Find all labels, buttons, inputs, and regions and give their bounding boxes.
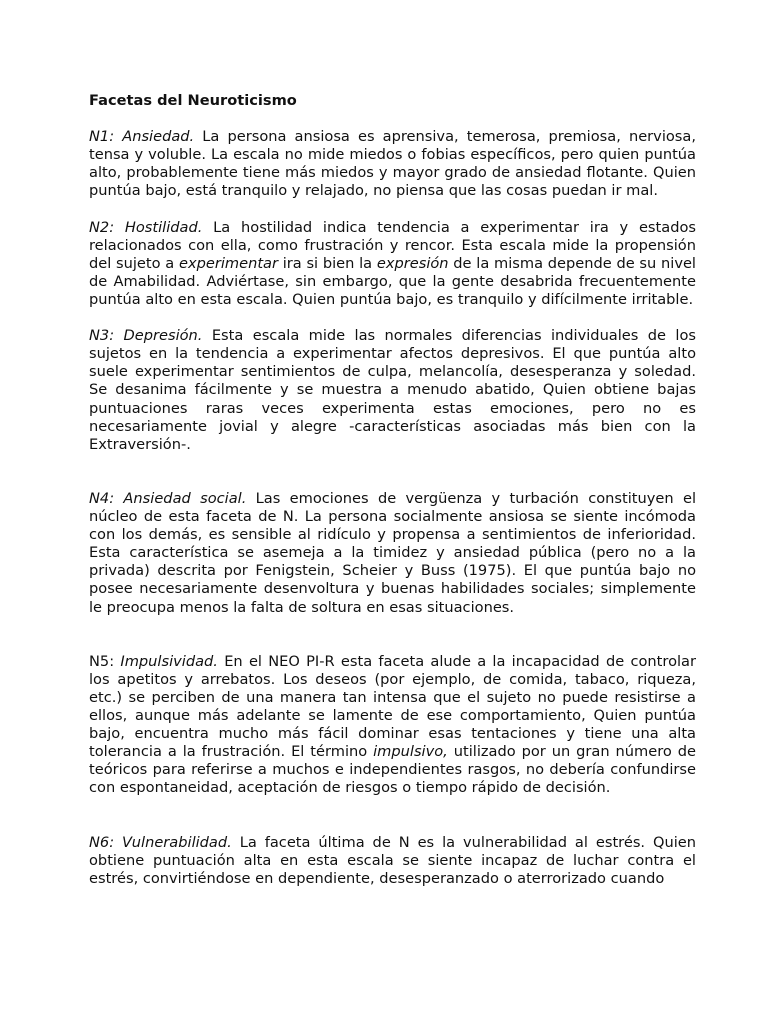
- facet-n5-italic-impulsivo: impulsivo,: [373, 743, 448, 761]
- facet-n3-label: N3: Depresión.: [89, 327, 203, 345]
- facet-n5-label-prefix: N5:: [89, 652, 121, 670]
- facet-n3-paragraph: [89, 327, 696, 454]
- facet-n5-text-2: utilizado por un gran número de teóricos para referirse a muchos e independientes rasgos, no debería confundirse con espontaneidad, aceptación de riesgos o tiempo rápido de decisión.: [89, 743, 696, 797]
- document-title: Facetas del Neuroticismo: [89, 92, 297, 109]
- paragraph-spacer: [89, 309, 696, 327]
- facet-n6-text: La faceta última de N es la vulnerabilidad al estrés. Quien obtiene puntuación alta en esta escala se siente incapaz de luchar contra el estrés, convirtiéndose en dependiente, desesperanzado o aterrorizado cuando: [89, 833, 696, 887]
- paragraph-spacer: [89, 454, 696, 490]
- facet-n2-text-2: ira si bien la: [278, 254, 377, 272]
- document-page: [89, 92, 696, 888]
- facet-n1-paragraph: [89, 128, 696, 200]
- facet-n2-paragraph: [89, 219, 696, 309]
- facet-n5-paragraph: [89, 653, 696, 798]
- facet-n1-label: N1: Ansiedad.: [89, 128, 195, 146]
- facet-n2-text-1: La hostilidad indica tendencia a experimentar ira y estados relacionados con ella, como frustración y rencor. Esta escala mide la propensión del sujeto a: [89, 218, 696, 272]
- facet-n4-paragraph: [89, 490, 696, 617]
- facet-n6-paragraph: [89, 834, 696, 888]
- facet-n2-italic-experimentar: experimentar: [178, 254, 278, 272]
- facet-n4-label: N4: Ansiedad social.: [89, 489, 247, 507]
- facet-n2-italic-expresion: expresión: [376, 254, 449, 272]
- facet-n3-text: Esta escala mide las normales diferencias individuales de los sujetos en la tendencia a experimentar afectos depresivos. El que puntúa alto suele experimentar sentimientos de culpa, melancolía, desesperanza y soledad. Se desanima fácilmente y se muestra a menudo abatido, Quien obtiene bajas puntuaciones raras veces experimenta estas emociones, pero no es necesariamente jovial y alegre -características asociadas más bien con la Extraversión-.: [89, 327, 696, 453]
- facet-n1-text: La persona ansiosa es aprensiva, temerosa, premiosa, nerviosa, tensa y voluble. La escala no mide miedos o fobias específicos, pero quien puntúa alto, probablemente tiene más miedos y mayor grado de ansiedad flotante. Quien puntúa bajo, está tranquilo y relajado, no piensa que las cosas puedan ir mal.: [89, 128, 696, 200]
- paragraph-spacer: [89, 200, 696, 218]
- facet-n5-label: Impulsividad.: [120, 652, 218, 670]
- facet-n4-text: Las emociones de vergüenza y turbación constituyen el núcleo de esta faceta de N. La persona socialmente ansiosa se siente incómoda con los demás, es sensible al ridículo y propensa a sentimientos de inferioridad. Esta característica se asemeja a la timidez y ansiedad pública (pero no a la privada) descrita por Fenigstein, Scheier y Buss (1975). El que puntúa bajo no posee necesariamente desenvoltura y buenas habilidades sociales; simplemente le preocupa menos la falta de soltura en esas situaciones.: [89, 489, 696, 616]
- facet-n5-text-1: En el NEO PI-R esta faceta alude a la incapacidad de controlar los apetitos y arrebatos. Los deseos (por ejemplo, de comida, tabaco, riqueza, etc.) se perciben de una manera tan intensa que el sujeto no puede resistirse a ellos, aunque más adelante se lamente de ese comportamiento, Quien puntúa bajo, encuentra mucho más fácil dominar esas tentaciones y tiene una alta tolerancia a la frustración. El término: [89, 652, 696, 761]
- facet-n2-text-3: de la misma depende de su nivel de Amabilidad. Adviértase, sin embargo, que la gente desabrida frecuentemente puntúa alto en esta escala. Quien puntúa bajo, es tranquilo y difícilmente irritable.: [89, 254, 696, 308]
- paragraph-spacer: [89, 617, 696, 653]
- facet-n2-label: N2: Hostilidad.: [89, 218, 203, 236]
- paragraph-spacer: [89, 798, 696, 834]
- facet-n6-label: N6: Vulnerabilidad.: [89, 833, 232, 851]
